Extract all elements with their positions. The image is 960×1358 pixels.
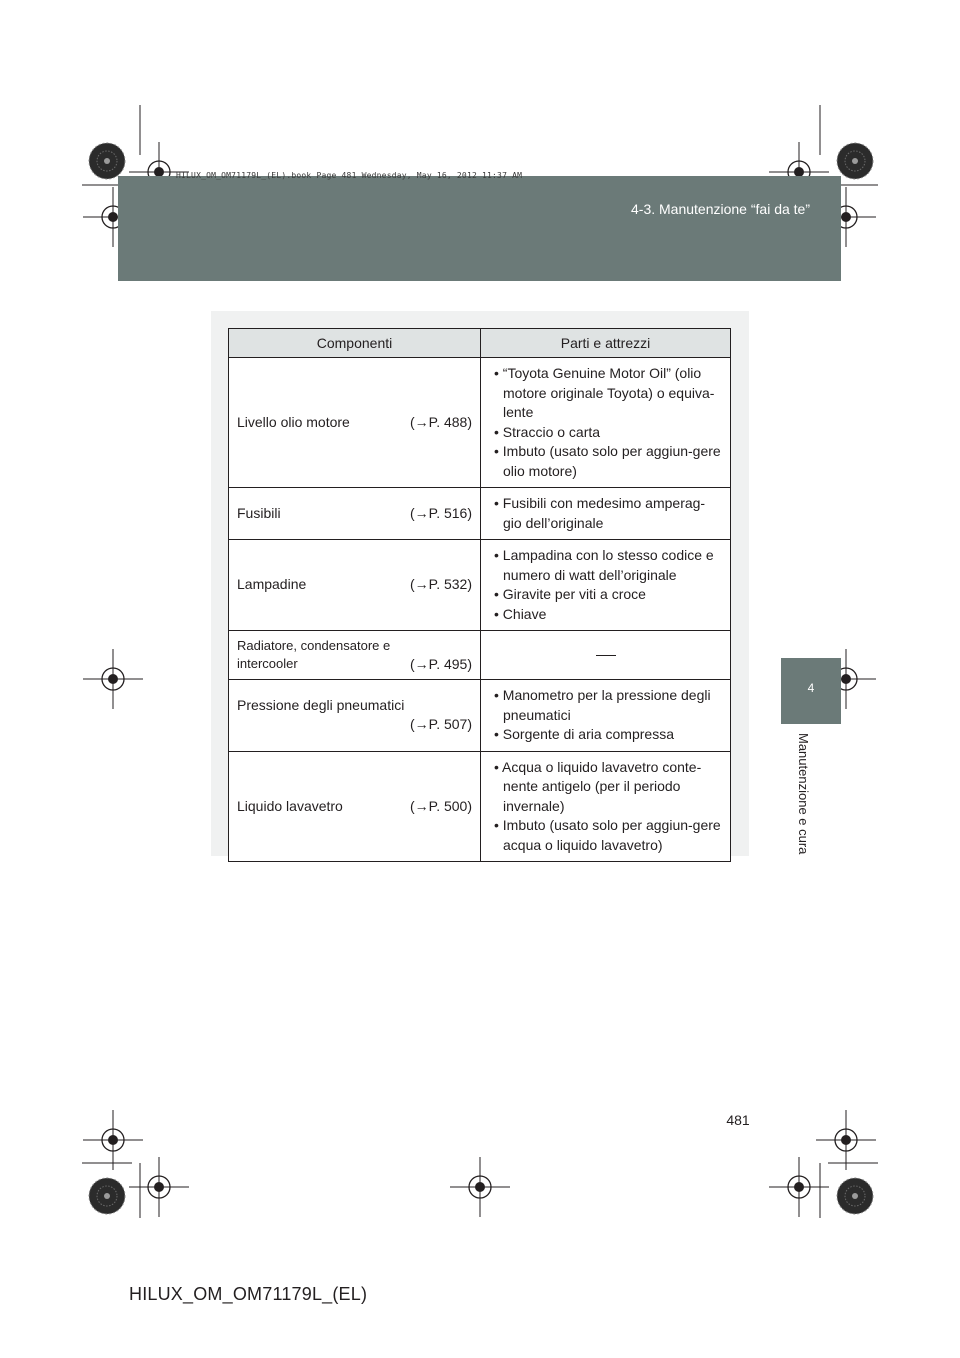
list-item: • Lampadina con lo stesso codice e numero di watt dell’originale <box>494 547 714 583</box>
page-reference: (→P. 507) <box>410 716 472 733</box>
list-item: • Giravite per viti a croce <box>494 586 646 602</box>
page-reference: (→P. 488) <box>410 413 472 430</box>
component-cell <box>229 751 481 862</box>
page-number: 481 <box>726 1112 750 1128</box>
list-item: • Imbuto (usato solo per aggiun-gere acqua o liquido lavavetro) <box>494 817 721 853</box>
table-header-row <box>229 329 731 358</box>
component-name: Fusibili <box>237 504 281 521</box>
tools-cell <box>481 358 731 488</box>
list-item: • Fusibili con medesimo amperag-gio dell’originale <box>494 495 706 531</box>
component-name: Lampadine <box>237 576 307 593</box>
empty-dash <box>596 655 616 656</box>
book-stamp: HILUX_OM_OM71179L_(EL).book Page 481 Wednesday, May 16, 2012 11:37 AM <box>176 171 523 180</box>
header-parti-attrezzi: Parti e attrezzi <box>481 329 731 358</box>
component-cell <box>229 540 481 631</box>
section-title: 4-3. Manutenzione “fai da te” <box>631 201 810 217</box>
list-item: • Sorgente di aria compressa <box>494 726 674 742</box>
component-cell <box>229 631 481 680</box>
page-reference: (→P. 500) <box>410 797 472 814</box>
component-name: Pressione degli pneumatici <box>237 696 405 713</box>
tools-cell <box>481 540 731 631</box>
component-cell <box>229 680 481 752</box>
table-row <box>229 751 731 862</box>
component-name: Radiatore, condensatore e <box>237 638 391 653</box>
table-row <box>229 488 731 540</box>
list-item: • Chiave <box>494 605 547 622</box>
table-row <box>229 631 731 680</box>
component-name: intercooler <box>237 656 298 671</box>
list-item: • Imbuto (usato solo per aggiun-gere olio motore) <box>494 443 721 479</box>
list-item: • Manometro per la pressione degli pneumatici <box>494 687 711 723</box>
chapter-number: 4 <box>807 681 815 695</box>
component-cell <box>229 488 481 540</box>
chapter-label: Manutenzione e cura <box>796 733 811 855</box>
page-reference: (→P. 495) <box>410 656 472 672</box>
list-item: • Acqua o liquido lavavetro conte-nente antigelo (per il periodo invernale) <box>494 758 702 814</box>
page-reference: (→P. 516) <box>410 504 472 521</box>
document-code: HILUX_OM_OM71179L_(EL) <box>129 1284 368 1304</box>
tools-cell <box>481 680 731 752</box>
header-band <box>118 176 841 281</box>
page-reference: (→P. 532) <box>410 576 472 593</box>
list-item: • Straccio o carta <box>494 423 601 440</box>
table-row <box>229 540 731 631</box>
component-name: Liquido lavavetro <box>237 797 343 814</box>
parts-table <box>228 328 731 862</box>
tools-cell-empty <box>481 631 731 680</box>
tools-cell <box>481 488 731 540</box>
tools-cell <box>481 751 731 862</box>
table-row <box>229 358 731 488</box>
chapter-tab <box>781 658 841 724</box>
table-row <box>229 680 731 752</box>
component-cell <box>229 358 481 488</box>
list-item: • “Toyota Genuine Motor Oil” (olio motore originale Toyota) o equiva-lente <box>494 365 715 420</box>
header-componenti: Componenti <box>229 329 481 358</box>
component-name: Livello olio motore <box>237 413 350 430</box>
